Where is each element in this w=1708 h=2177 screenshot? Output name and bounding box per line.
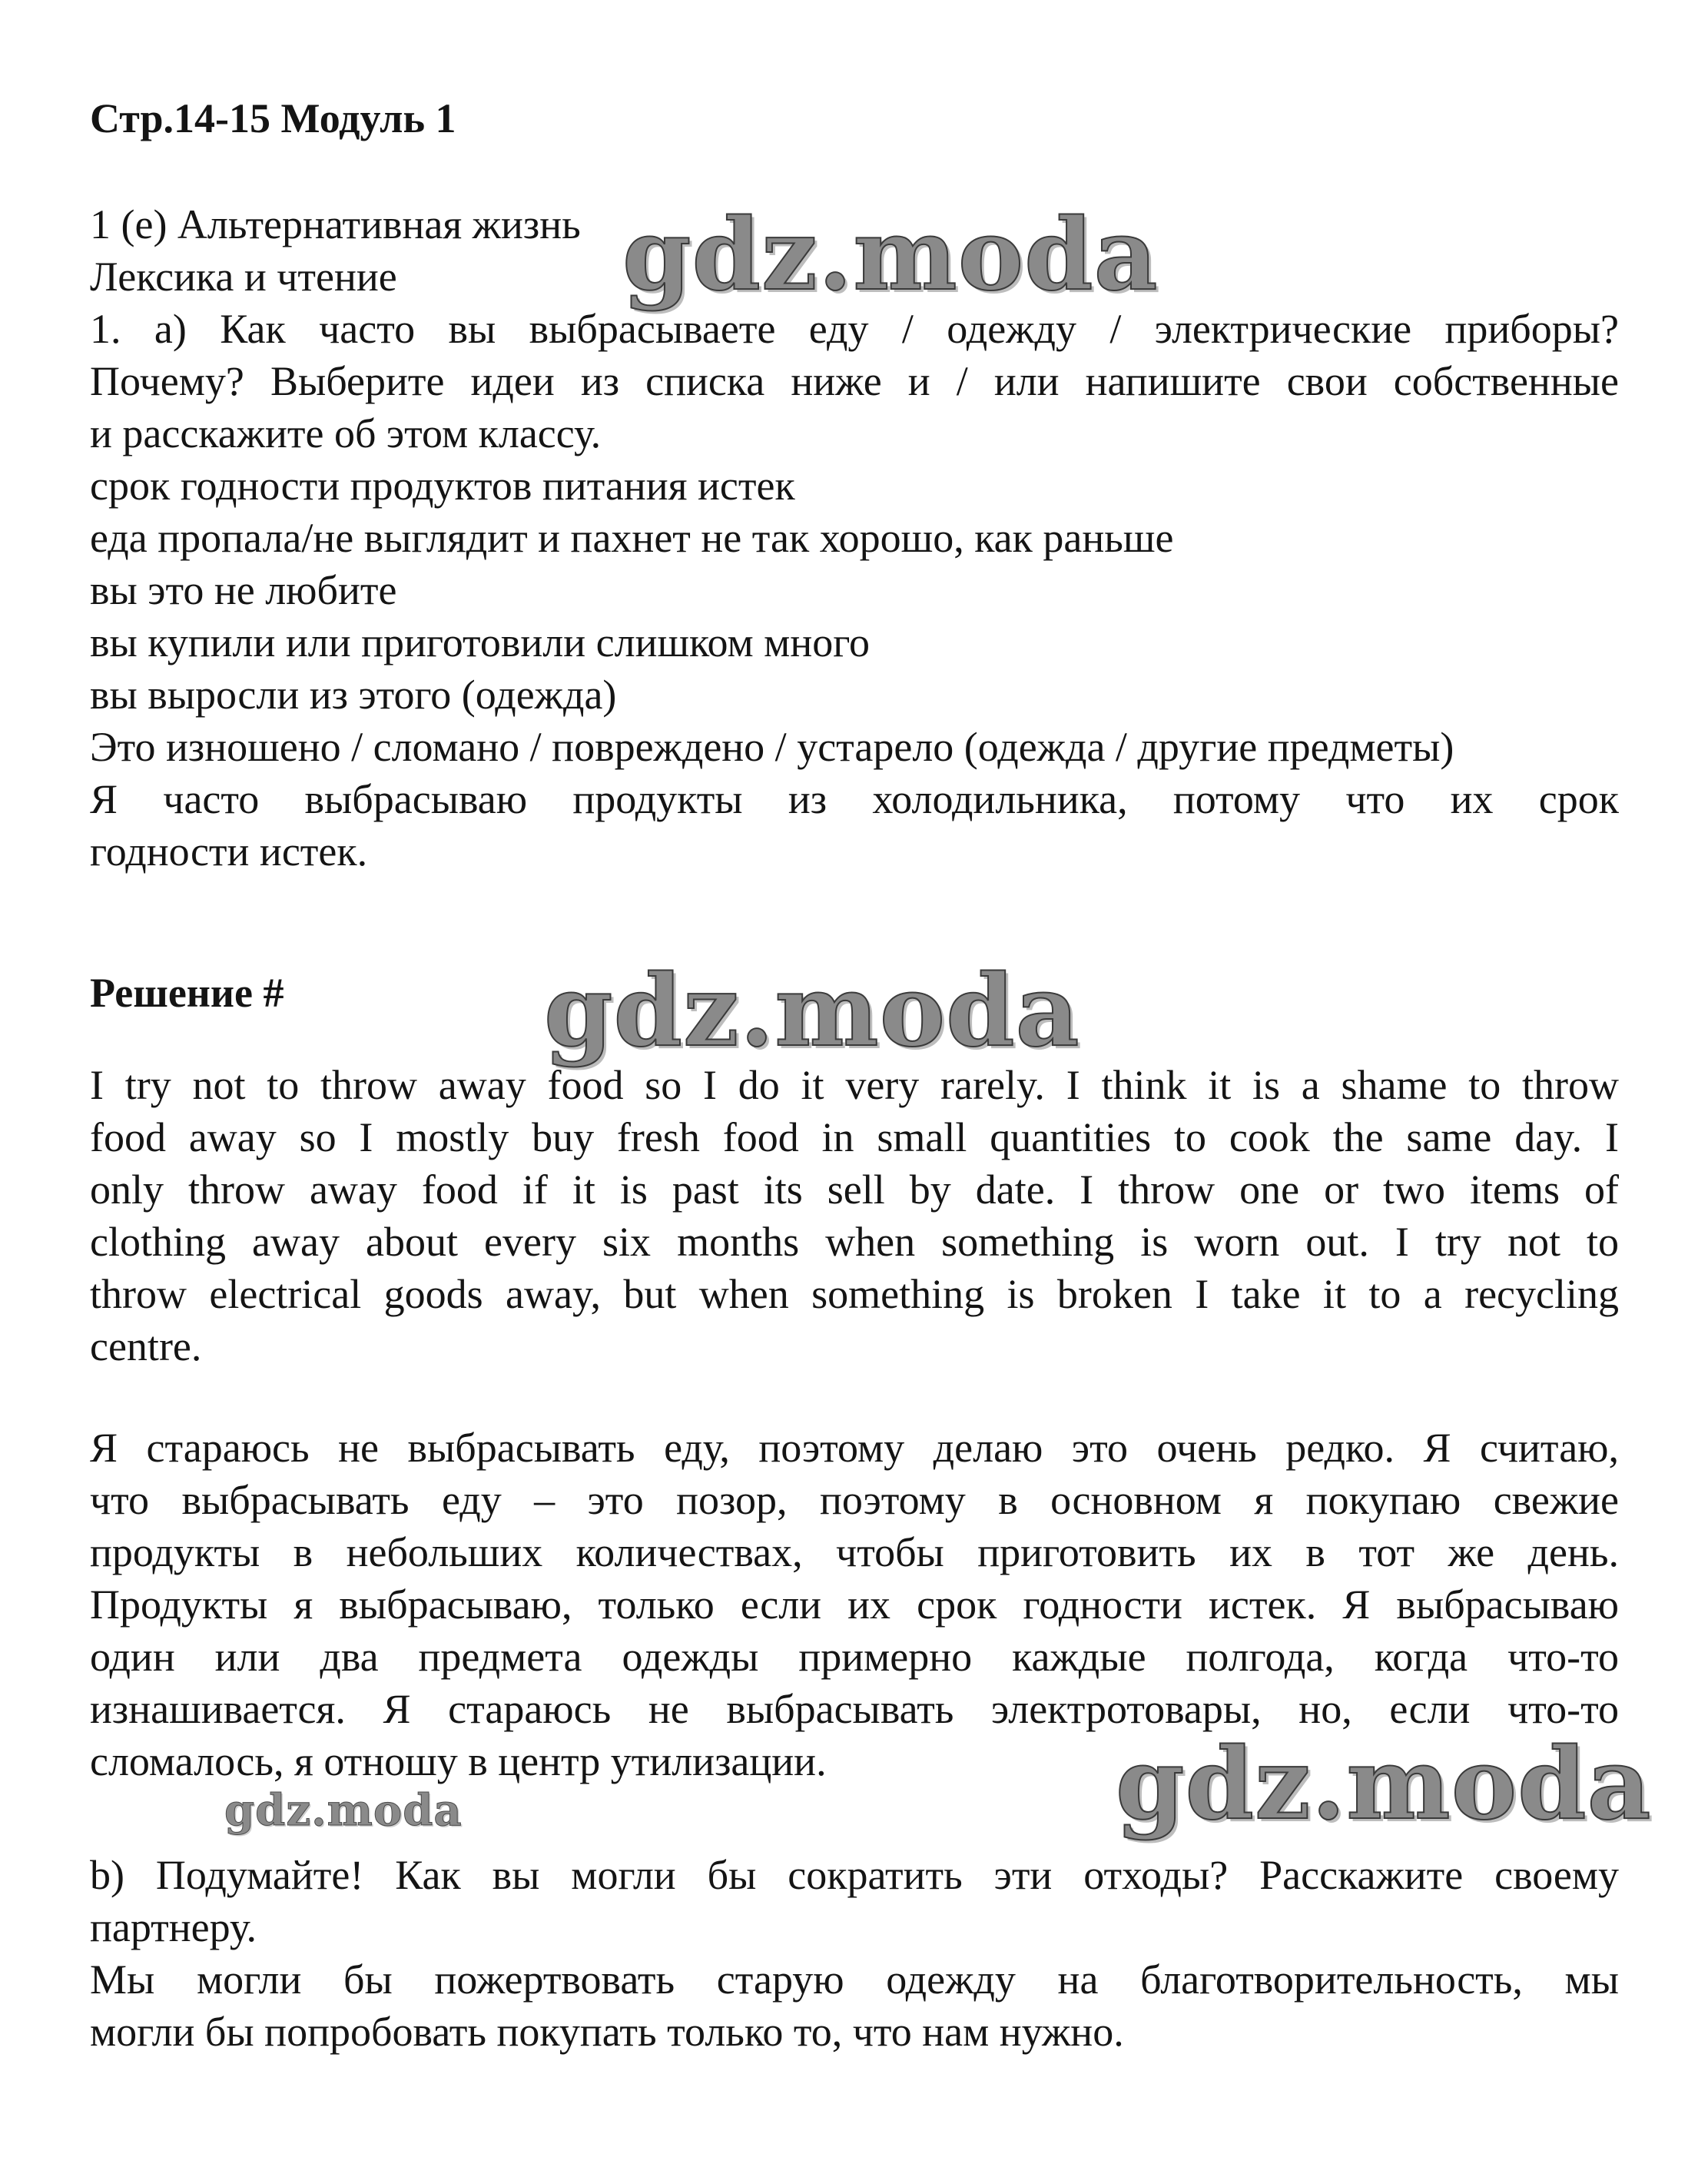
russian-answer-line: что выбрасывать еду – это позор, поэтому в основном я покупаю свежие bbox=[90, 1477, 1619, 1523]
english-answer-line: food away so I mostly buy fresh food in small quantities to cook the same day. I bbox=[90, 1114, 1619, 1160]
idea-item: вы выросли из этого (одежда) bbox=[90, 672, 617, 718]
subsection-title: Лексика и чтение bbox=[90, 254, 397, 300]
russian-answer-line: продукты в небольших количествах, чтобы приготовить их в тот же день. bbox=[90, 1529, 1619, 1575]
part-b-answer-line: могли бы попробовать покупать только то, что нам нужно. bbox=[90, 2009, 1124, 2055]
part-b-answer-line: Мы могли бы пожертвовать старую одежду на благотворительность, мы bbox=[90, 1956, 1619, 2003]
part-b-question-line: партнеру. bbox=[90, 1904, 257, 1950]
example-line: годности истек. bbox=[90, 828, 368, 874]
solution-heading: Решение # bbox=[90, 970, 284, 1016]
part-b-question-line: b) Подумайте! Как вы могли бы сократить эти отходы? Расскажите своему bbox=[90, 1852, 1619, 1898]
russian-answer-line: изнашивается. Я стараюсь не выбрасывать электротовары, но, если что-то bbox=[90, 1686, 1619, 1732]
english-answer-line: clothing away about every six months when something is worn out. I try not to bbox=[90, 1219, 1619, 1265]
idea-item: еда пропала/не выглядит и пахнет не так хорошо, как раньше bbox=[90, 515, 1174, 561]
watermark-logo: gdz.moda bbox=[622, 197, 1159, 313]
russian-answer-line: сломалось, я отношу в центр утилизации. bbox=[90, 1738, 827, 1784]
page-title: Стр.14-15 Модуль 1 bbox=[90, 95, 456, 141]
watermark-logo: gdz.moda bbox=[1116, 1727, 1652, 1842]
idea-item: срок годности продуктов питания истек bbox=[90, 463, 795, 509]
question-line: 1. a) Как часто вы выбрасываете еду / одежду / электрические приборы? bbox=[90, 306, 1619, 352]
watermark-logo: gdz.moda bbox=[224, 1785, 463, 1836]
english-answer-line: throw electrical goods away, but when something is broken I take it to a recycling bbox=[90, 1271, 1619, 1317]
question-line: и расскажите об этом классу. bbox=[90, 410, 602, 456]
idea-item: вы это не любите bbox=[90, 567, 397, 613]
english-answer-line: I try not to throw away food so I do it very rarely. I think it is a shame to throw bbox=[90, 1062, 1619, 1108]
english-answer-line: only throw away food if it is past its sell by date. I throw one or two items of bbox=[90, 1166, 1619, 1213]
idea-item: вы купили или приготовили слишком много bbox=[90, 619, 871, 665]
question-line: Почему? Выберите идеи из списка ниже и / или напишите свои собственные bbox=[90, 358, 1619, 404]
russian-answer-line: Продукты я выбрасываю, только если их срок годности истек. Я выбрасываю bbox=[90, 1581, 1619, 1628]
section-title: 1 (e) Альтернативная жизнь bbox=[90, 201, 581, 247]
watermark-logo: gdz.moda bbox=[544, 954, 1080, 1069]
example-line: Я часто выбрасываю продукты из холодильника, потому что их срок bbox=[90, 776, 1619, 822]
idea-item: Это изношено / сломано / повреждено / устарело (одежда / другие предметы) bbox=[90, 724, 1454, 770]
russian-answer-line: один или два предмета одежды примерно каждые полгода, когда что-то bbox=[90, 1634, 1619, 1680]
russian-answer-line: Я стараюсь не выбрасывать еду, поэтому делаю это очень редко. Я считаю, bbox=[90, 1425, 1619, 1471]
english-answer-line: centre. bbox=[90, 1323, 202, 1369]
